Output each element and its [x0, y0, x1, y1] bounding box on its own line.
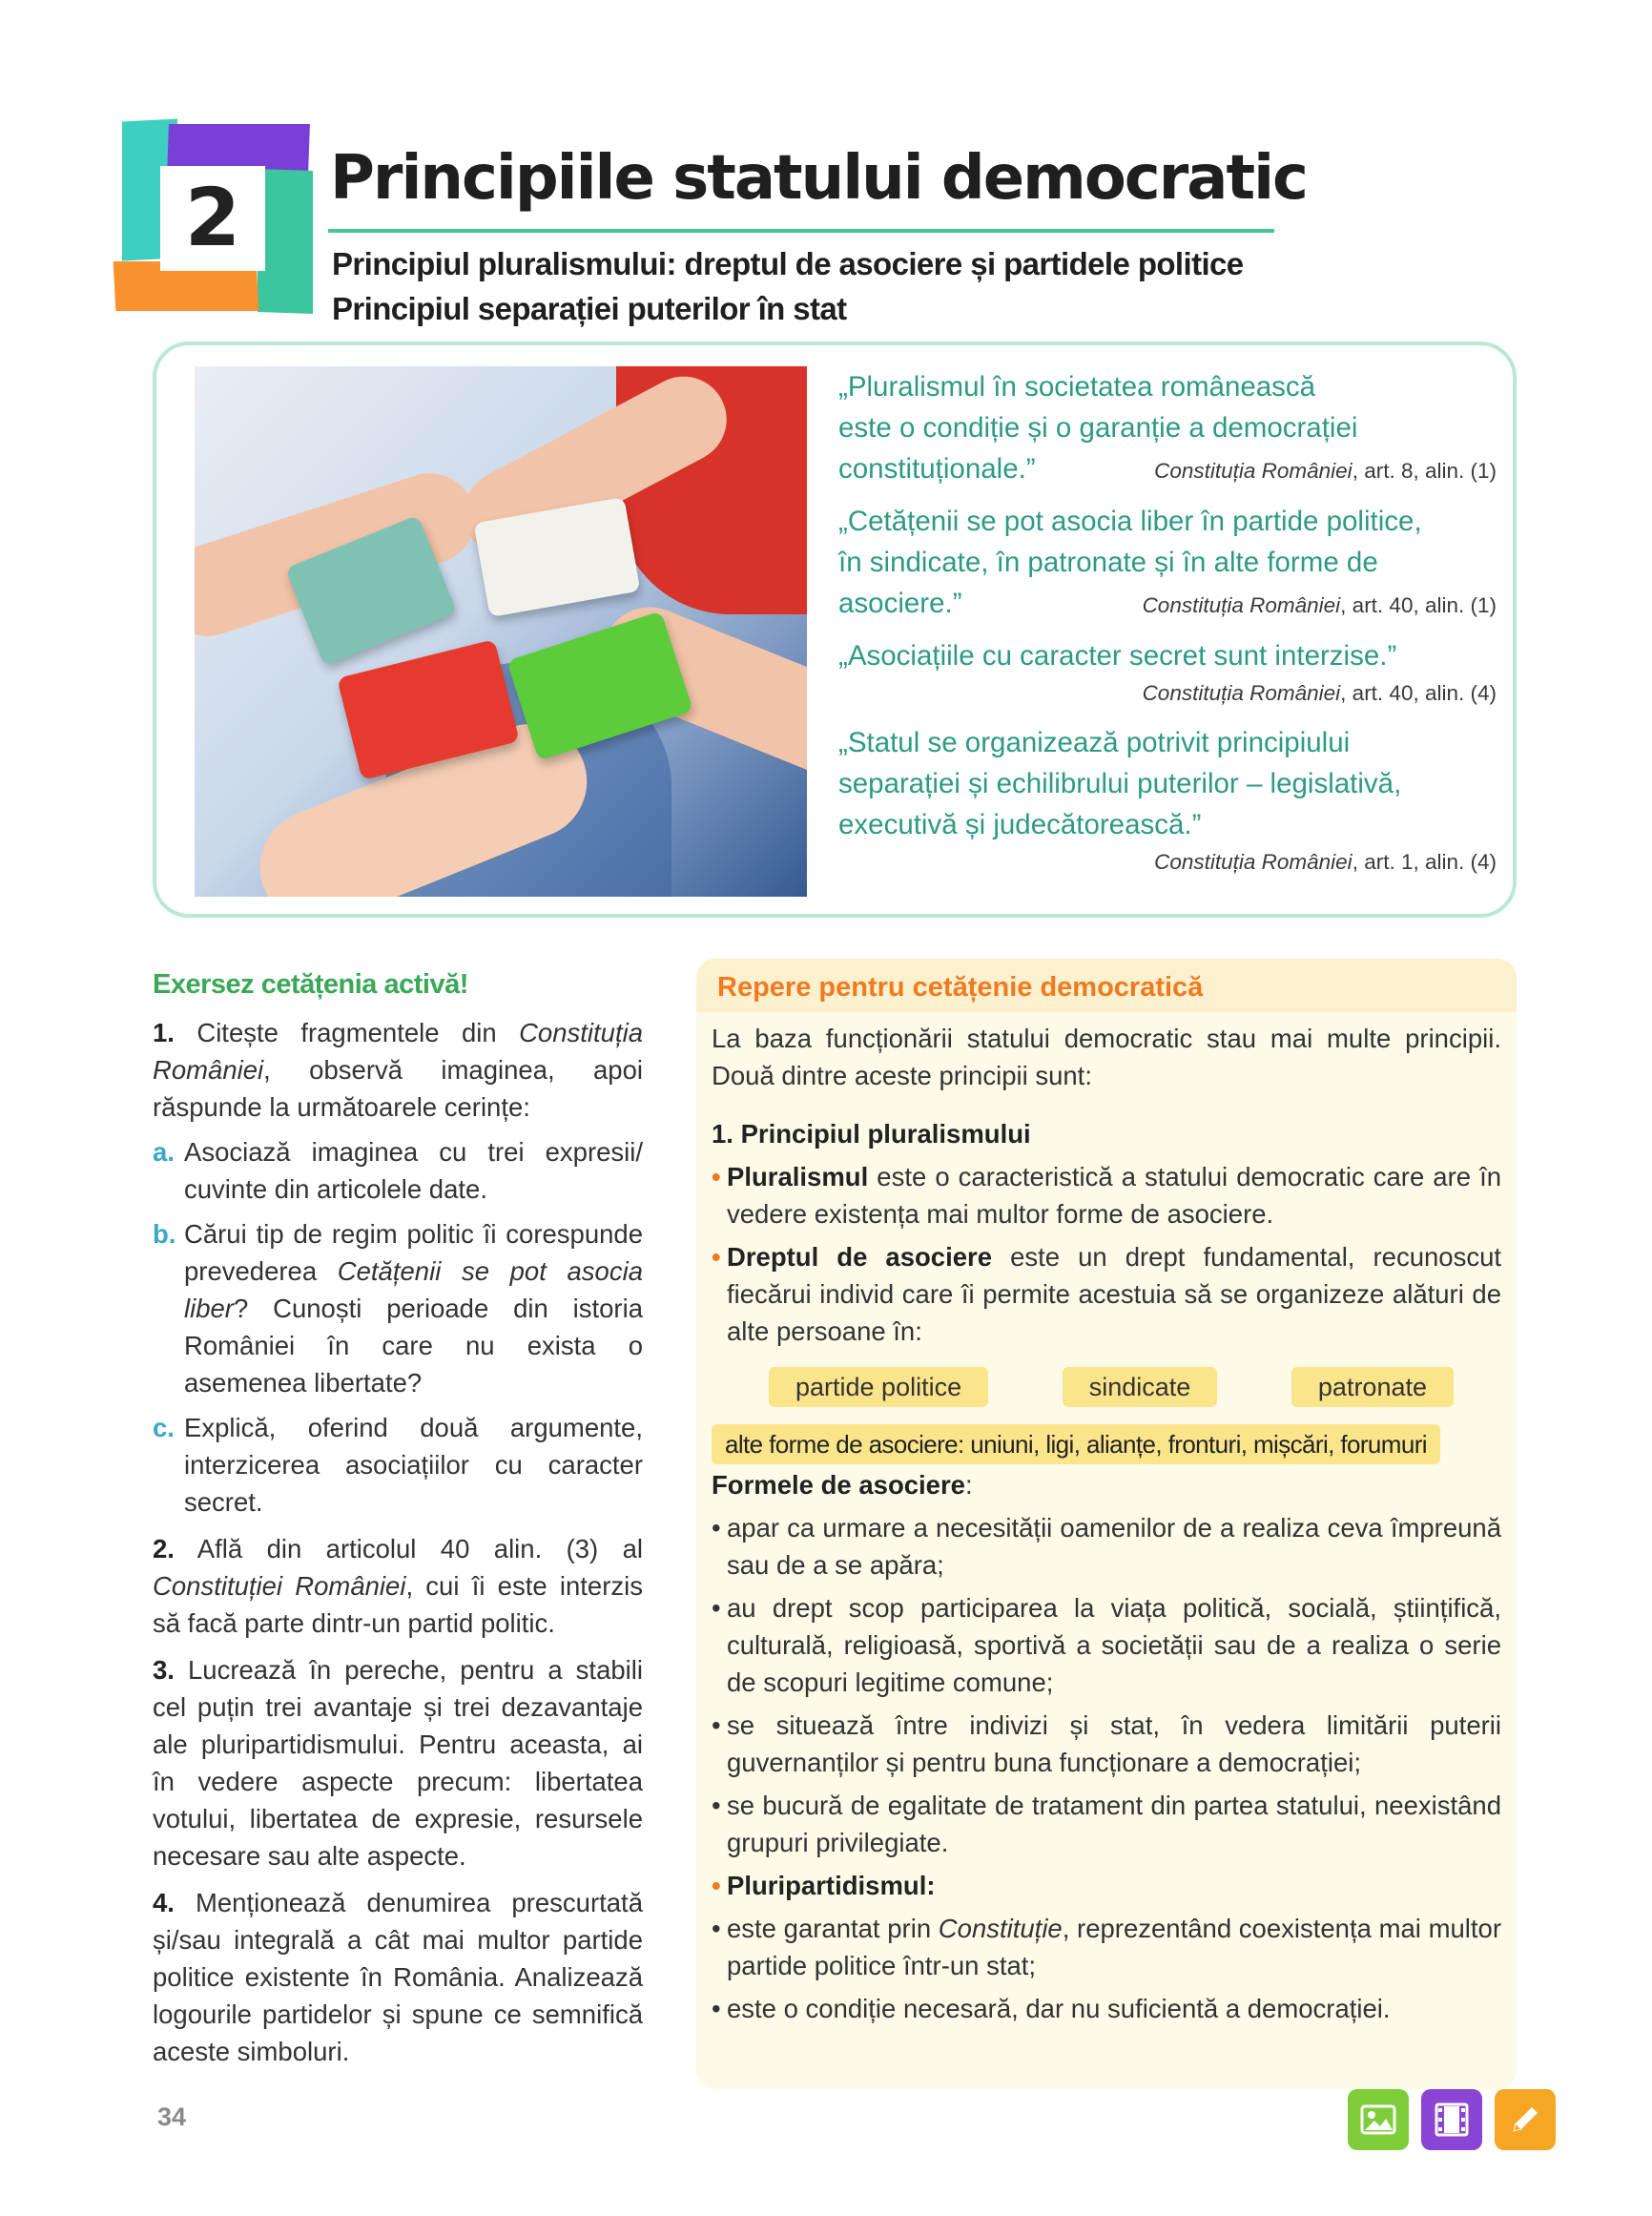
title-divider — [328, 229, 1274, 233]
repere-heading: Repere pentru cetățenie democratică — [717, 972, 1204, 1003]
forms-item: • se situează între indivizi și stat, în vedera limitării puterii guvernanților și pentru buna funcționare a democrației; — [712, 1710, 1501, 1777]
exercise-2: 2. Află din articolul 40 alin. (3) al Constituției României, cui îi este interzis să facă parte dintr-un partid politic. — [153, 1534, 643, 1638]
pencil-icon[interactable] — [1495, 2089, 1556, 2150]
forms-item: • apar ca urmare a necesității oamenilor de a realiza ceva împreună sau de a se apăra; — [712, 1513, 1501, 1580]
quote-3: „Asociațiile cu caracter secret sunt interzise.” Constituția României, art. 40, alin. (4) — [838, 635, 1497, 711]
quote-source: Constituția României, art. 40, alin. (4) — [1142, 681, 1497, 705]
subtitle-pluralism: Principiul pluralismului: dreptul de asociere și partidele politice — [332, 246, 1244, 281]
pill-parties: partide politice — [769, 1367, 988, 1407]
subtitle-separation: Principiul separației puterilor în stat — [332, 291, 847, 326]
quote-panel — [153, 342, 1517, 918]
multiparty-item: • este garantat prin Constituție, reprezentând coexistența mai multor partide politice într-un stat; — [712, 1914, 1501, 1980]
association-right-definition: • Dreptul de asociere este un drept fundamental, recunoscut fiecărui individ care îi permite acestuia să se organizeze alături de alte persoane în: — [712, 1242, 1502, 1346]
lesson-number-badge — [113, 116, 315, 319]
film-icon[interactable] — [1421, 2089, 1482, 2150]
forms-item: • au drept scop participarea la viața politică, socială, științifică, culturală, religioasă, sportivă a societății sau de a realiza o serie de scopuri legitime comune; — [712, 1593, 1501, 1697]
quote-2: „Cetățenii se pot asocia liber în partide politice, în sindicate, în patronate și în alte forme de asociere.” Constituția României, art. 40, alin. (1) — [838, 506, 1497, 619]
exercises-heading: Exersez cetățenia activă! — [153, 969, 468, 1000]
association-types — [712, 1367, 1501, 1407]
quote-1: „Pluralismul în societatea românească este o condiție și o garanție a democrației constituționale.” Constituția României, art. 8, alin. (1) — [838, 371, 1497, 485]
puzzle-hands-photo — [195, 366, 807, 897]
page-title: Principiile statului democratic — [330, 143, 1307, 214]
exercise-4: 4. Menționează denumirea prescurtată și/sau integrală a cât mai multor partide politice existente în România. Analizează logourile partidelor și spune ce semnifică aceste simboluri. — [153, 1888, 643, 2066]
page-number: 34 — [157, 2102, 187, 2131]
quote-4: „Statul se organizează potrivit principiului separației și echilibrului puterilor – legislativă, executivă și judecătorească.” Constituția României, art. 1, alin. (4) — [838, 722, 1497, 880]
repere-intro: La baza funcționării statului democratic stau mai multe principii. Două dintre aceste principii sunt: — [712, 1024, 1501, 1090]
exercise-1: 1. Citește fragmentele din Constituția României, observă imaginea, apoi răspunde la următoarele cerințe: a. Asociază imaginea cu trei expresii/ cuvinte din articolele date. b. Cărui tip de regim politic îi corespunde prevederea Cetățenii se pot asocia liber? Cunoști perioade din istoria României în care nu exista o asemenea libertate? c. Explică, oferind două argumente, interzicerea asociațiilor cu caracter secret. — [153, 1014, 643, 1521]
forms-item: • se bucură de egalitate de tratament din partea statului, neexistând grupuri privilegiate. — [712, 1791, 1501, 1857]
exercise-3: 3. Lucrează în pereche, pentru a stabili cel puțin trei avantaje și trei dezavantaje ale pluripartidismului. Pentru aceasta, ai în vedere aspecte precum: libertatea votului, libertatea de expresie, resursele necesare sau alte aspecte. — [153, 1655, 643, 1871]
multiparty-item: • este o condiție necesară, dar nu suficientă a democrației. — [712, 1994, 1391, 2023]
pill-other-forms: alte forme de asociere: uniuni, ligi, alianțe, fronturi, mișcări, forumuri — [712, 1424, 1440, 1464]
repere-box — [696, 959, 1517, 2089]
exercise-1c: c. Explică, oferind două argumente, interzicerea asociațiilor cu caracter secret. — [153, 1413, 643, 1517]
multiparty-title: • Pluripartidismul: — [712, 1871, 936, 1900]
principle-title: 1. Principiul pluralismului — [712, 1119, 1031, 1149]
exercise-1b: b. Cărui tip de regim politic îi corespunde prevederea Cetățenii se pot asocia liber? Cunoști perioade din istoria României în care nu exista o asemenea libertate? — [153, 1219, 643, 1398]
quote-source: Constituția României, art. 8, alin. (1) — [1154, 459, 1497, 483]
exercise-1a: a. Asociază imaginea cu trei expresii/ cuvinte din articolele date. — [153, 1137, 643, 1204]
quote-source: Constituția României, art. 40, alin. (1) — [1142, 593, 1497, 617]
pill-unions: sindicate — [1063, 1367, 1218, 1407]
constitution-quotes — [838, 366, 1497, 891]
exercises-section — [153, 969, 643, 2080]
forms-title: Formele de asociere: — [712, 1470, 973, 1500]
quote-source: Constituția României, art. 1, alin. (4) — [1154, 850, 1497, 874]
pluralism-definition: • Pluralismul este o caracteristică a statului democratic care are în vedere existența mai multor forme de asociere. — [712, 1162, 1501, 1229]
image-icon[interactable] — [1348, 2089, 1409, 2150]
pill-employers: patronate — [1291, 1367, 1454, 1407]
lesson-number: 2 — [184, 171, 241, 264]
